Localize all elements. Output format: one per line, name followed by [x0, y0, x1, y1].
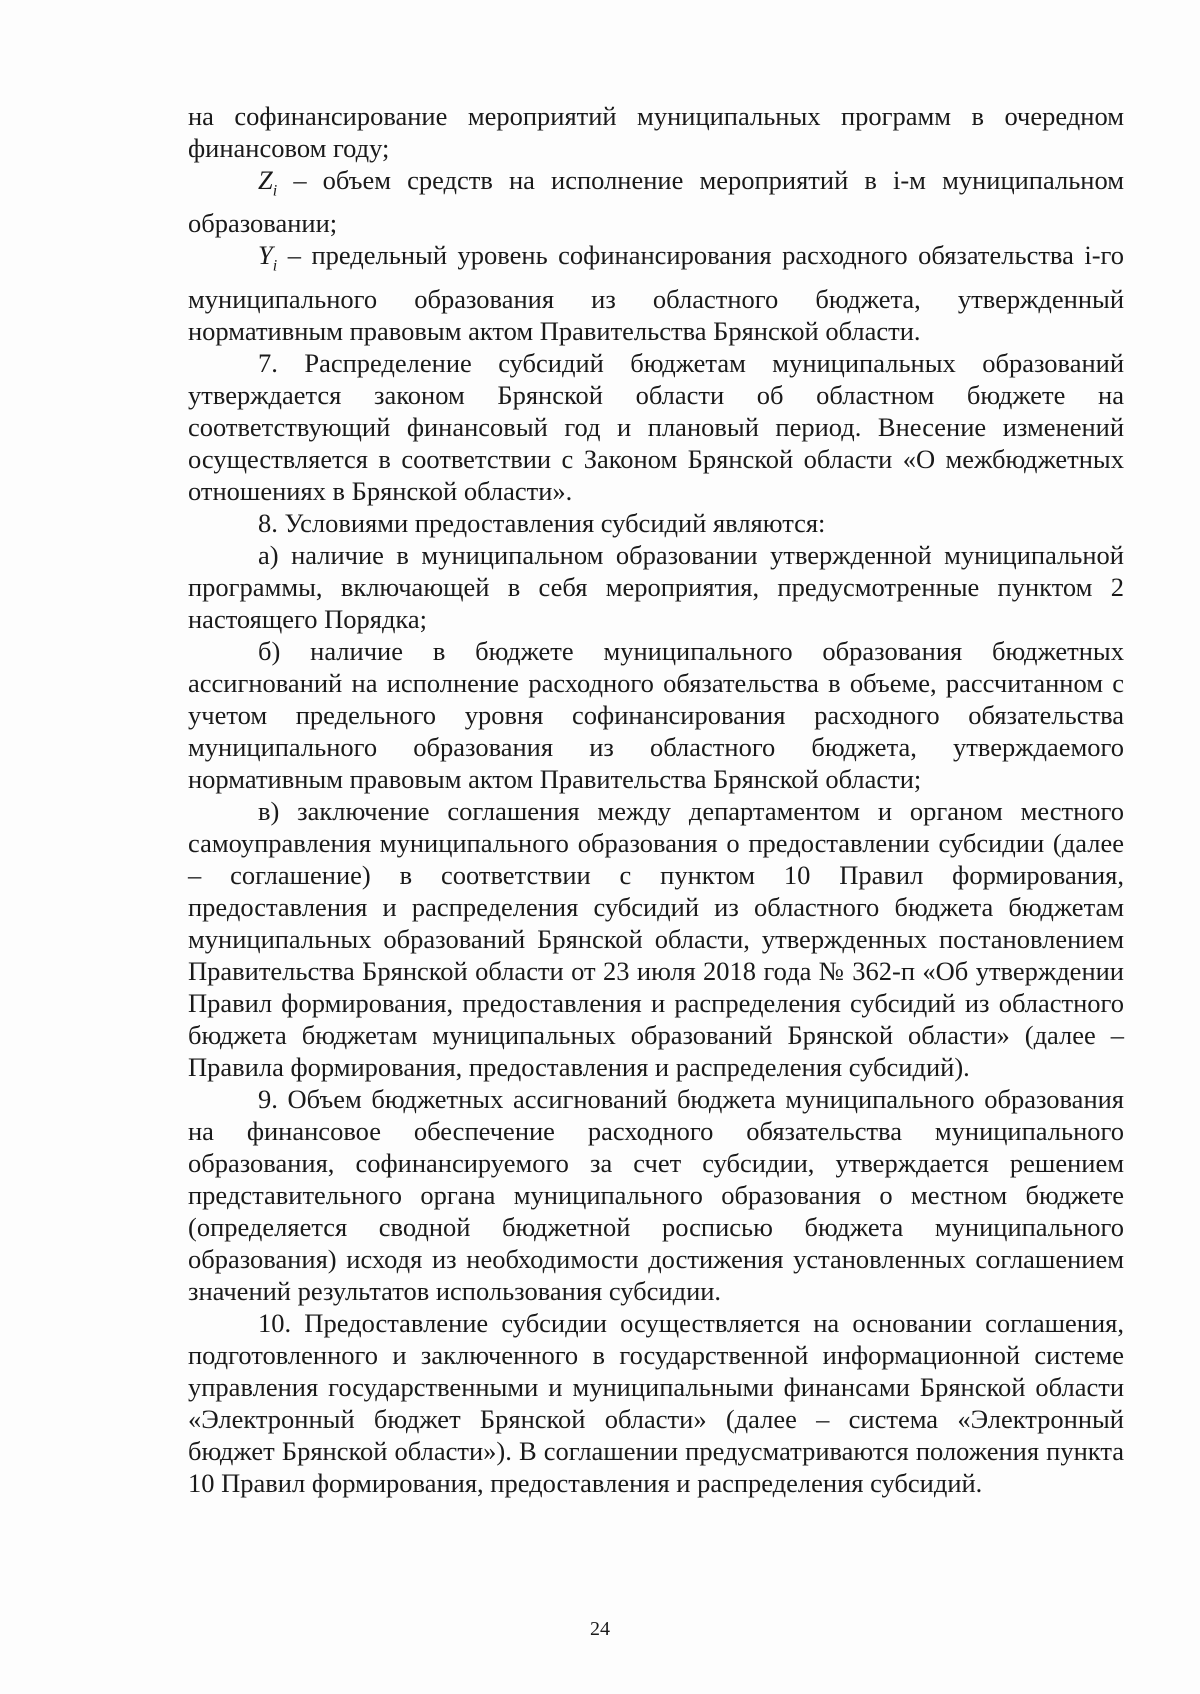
zi-definition-text: – объем средств на исполнение мероприятий в i-м муниципальном образовании;	[188, 165, 1124, 239]
paragraph-item-10: 10. Предоставление субсидии осуществляется на основании соглашения, подготовленного и заключенного в государственной информационной системе управления государственными и муниципальными финансами Брянской области «Электронный бюджет Брянской области» (далее – система «Электронный бюджет Брянской области»). В соглашении предусматриваются положения пункта 10 Правил формирования, предоставления и распределения субсидий.	[188, 1307, 1124, 1498]
paragraph-item-9: 9. Объем бюджетных ассигнований бюджета муниципального образования на финансовое обеспечение расходного обязательства муниципального образования, софинансируемого за счет субсидии, утверждается решением представительного органа муниципального образования о местном бюджете (определяется сводной бюджетной росписью бюджета муниципального образования) исходя из необходимости достижения установленных соглашением значений результатов использования субсидии.	[188, 1083, 1124, 1306]
document-body	[188, 100, 1124, 1499]
page-number: 24	[590, 1618, 610, 1640]
paragraph-item-8v: в) заключение соглашения между департаментом и органом местного самоуправления муниципального образования о предоставлении субсидии (далее – соглашение) в соответствии с пунктом 10 Правил формирования, предоставления и распределения субсидий из областного бюджета бюджетам муниципальных образований Брянской области, утвержденных постановлением Правительства Брянской области от 23 июля 2018 года № 362-п «Об утверждении Правил формирования, предоставления и распределения субсидий из областного бюджета бюджетам муниципальных образований Брянской области» (далее – Правила формирования, предоставления и распределения субсидий).	[188, 795, 1124, 1082]
variable-zi: $Z_i$	[258, 165, 278, 200]
paragraph-continuation: на софинансирование мероприятий муниципальных программ в очередном финансовом году;	[188, 101, 1124, 163]
yi-definition-text: – предельный уровень софинансирования расходного обязательства i-го муниципального образования из областного бюджета, утвержденный нормативным правовым актом Правительства Брянской области.	[188, 240, 1124, 346]
paragraph-item-8b: б) наличие в бюджете муниципального образования бюджетных ассигнований на исполнение расходного обязательства в объеме, рассчитанном с учетом предельного уровня софинансирования расходного обязательства муниципального образования из областного бюджета, утверждаемого нормативным правовым актом Правительства Брянской области;	[188, 635, 1124, 794]
variable-yi: $Y_i$	[258, 240, 278, 275]
paragraph-zi-definition	[188, 164, 1124, 239]
paragraph-item-7: 7. Распределение субсидий бюджетам муниципальных образований утверждается законом Брянской области об областном бюджете на соответствующий финансовый год и плановый период. Внесение изменений осуществляется в соответствии с Законом Брянской области «О межбюджетных отношениях в Брянской области».	[188, 347, 1124, 506]
paragraph-yi-definition	[188, 239, 1124, 346]
paragraph-item-8a: а) наличие в муниципальном образовании утвержденной муниципальной программы, включающей в себя мероприятия, предусмотренные пунктом 2 настоящего Порядка;	[188, 539, 1124, 634]
paragraph-item-8: 8. Условиями предоставления субсидий являются:	[258, 507, 826, 538]
